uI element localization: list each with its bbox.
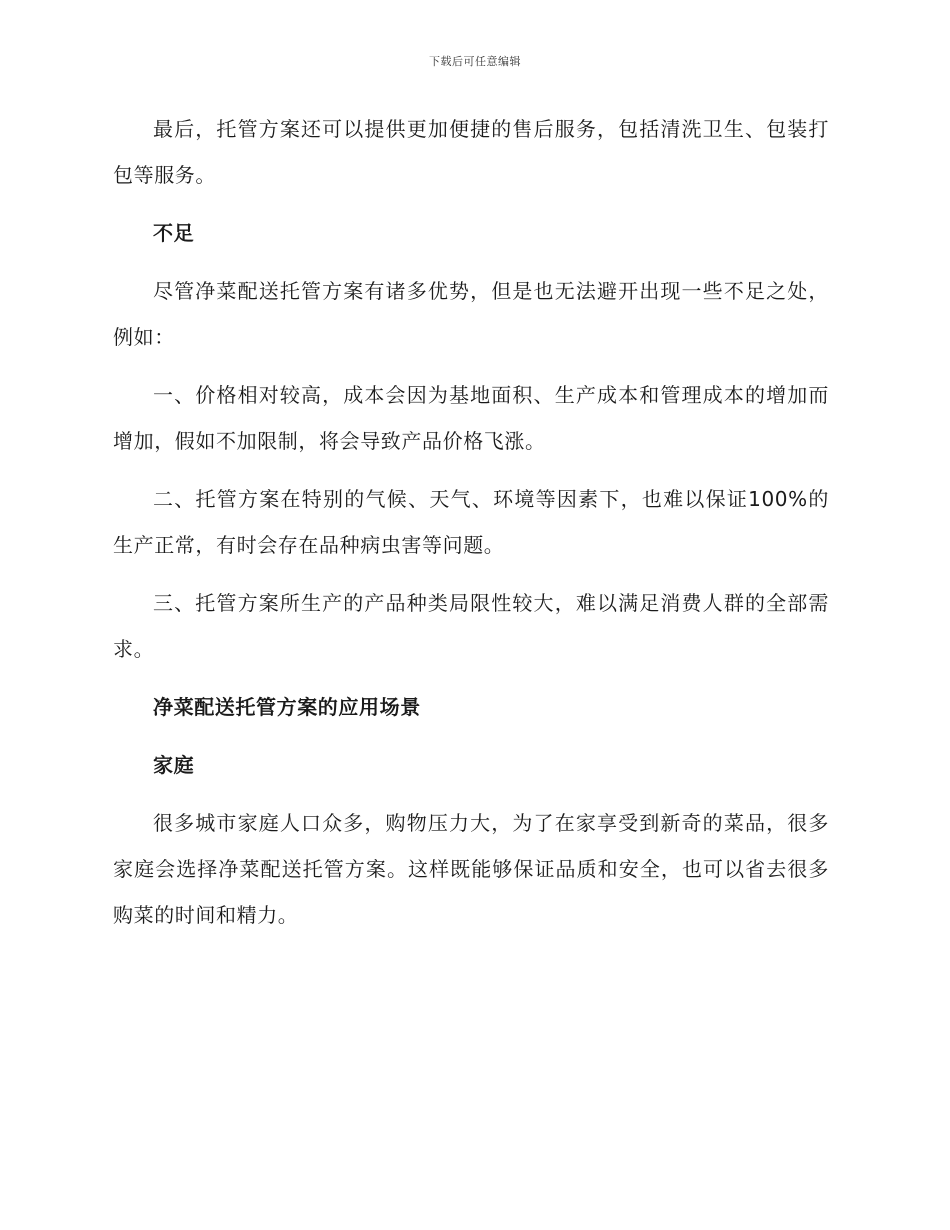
paragraph-shortcoming-price: 一、价格相对较高，成本会因为基地面积、生产成本和管理成本的增加而增加，假如不加限制，将会导致产品价格飞涨。 — [113, 383, 829, 453]
heading-household: 家庭 — [153, 753, 195, 777]
paragraph-shortcoming-variety: 三、托管方案所生产的产品种类局限性较大，难以满足消费人群的全部需求。 — [113, 591, 829, 661]
document-body — [113, 106, 829, 950]
paragraph-shortcomings-intro: 尽管净菜配送托管方案有诸多优势，但是也无法避开出现一些不足之处，例如： — [113, 279, 829, 349]
heading-application-scenarios: 净菜配送托管方案的应用场景 — [153, 695, 421, 719]
paragraph-shortcoming-climate: 二、托管方案在特别的气候、天气、环境等因素下，也难以保证100%的生产正常，有时会存在品种病虫害等问题。 — [113, 487, 829, 557]
paragraph-household: 很多城市家庭人口众多，购物压力大，为了在家享受到新奇的菜品，很多家庭会选择净菜配送托管方案。这样既能够保证品质和安全，也可以省去很多购菜的时间和精力。 — [113, 811, 829, 927]
heading-shortcomings: 不足 — [153, 221, 195, 245]
page-header: 下载后可任意编辑 — [429, 55, 521, 68]
paragraph-after-sales: 最后，托管方案还可以提供更加便捷的售后服务，包括清洗卫生、包装打包等服务。 — [113, 117, 829, 187]
